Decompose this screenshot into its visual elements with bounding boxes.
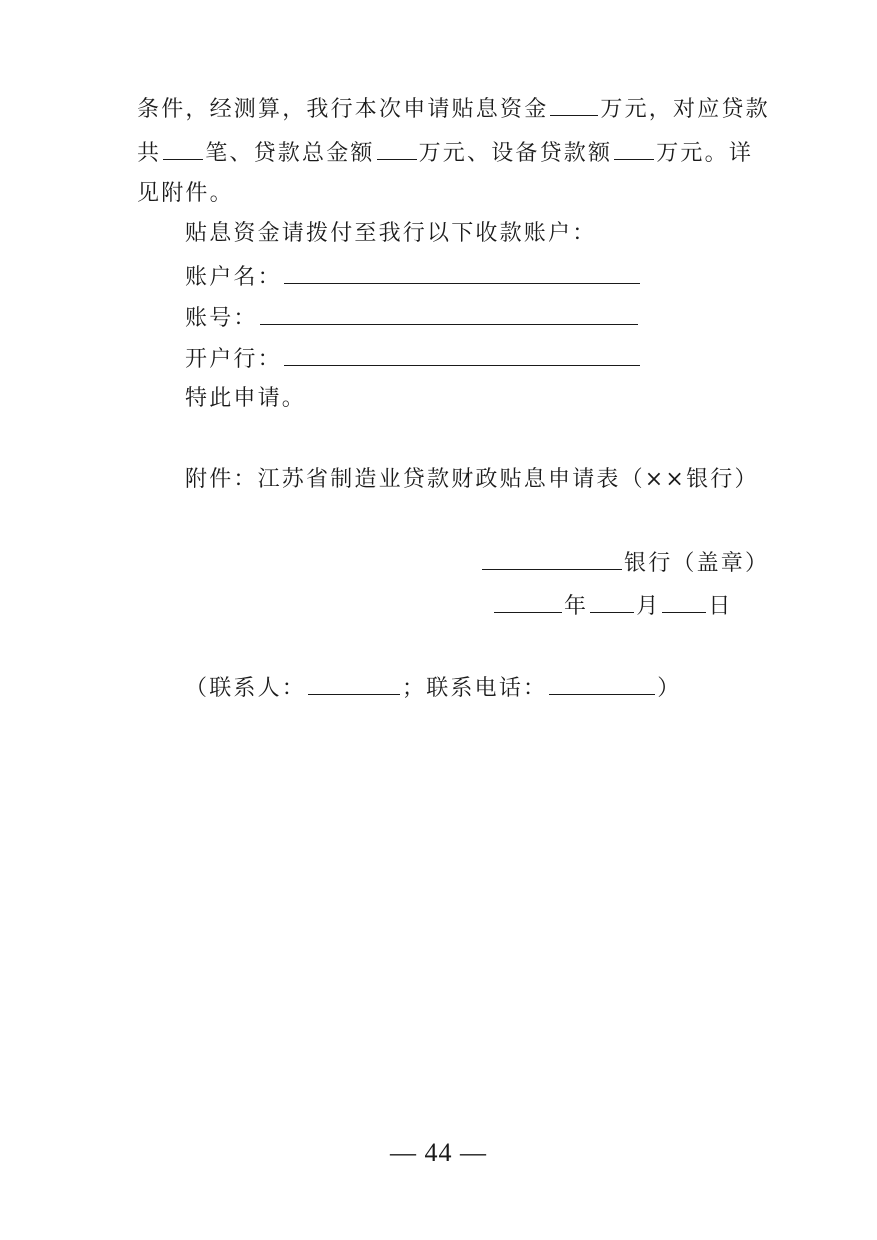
- blank-total-loan: [377, 139, 417, 160]
- day-blank: [662, 592, 706, 613]
- month-blank: [590, 592, 634, 613]
- contact-person-blank: [308, 674, 400, 695]
- text-line1-b: 万元，对应贷款: [600, 97, 770, 122]
- day-label: 日: [708, 594, 733, 619]
- bank-branch-blank: [284, 345, 640, 366]
- year-label: 年: [564, 594, 589, 619]
- account-name-row: [185, 263, 642, 289]
- account-number-label: 账号：: [185, 306, 258, 331]
- account-number-row: [185, 304, 640, 330]
- month-label: 月: [636, 594, 661, 619]
- bank-branch-row: [185, 345, 642, 371]
- bank-seal-row: [480, 549, 769, 575]
- text-line2-a: 共: [137, 141, 162, 166]
- contact-close-paren: ）: [657, 676, 682, 701]
- contact-phone-blank: [549, 674, 655, 695]
- paragraph-line-1: [137, 95, 770, 121]
- text-line2-d: 万元。详: [656, 141, 754, 166]
- contact-separator: ；: [402, 676, 427, 701]
- text-line2-c: 万元、设备贷款额: [418, 141, 613, 166]
- blank-subsidy-amount: [550, 95, 598, 116]
- account-number-blank: [260, 304, 638, 325]
- contact-open-paren: （: [185, 676, 210, 701]
- contact-person-label: 联系人：: [209, 676, 307, 701]
- blank-equipment-loan: [614, 139, 654, 160]
- bank-seal-label: 银行（盖章）: [624, 551, 770, 576]
- closing-text: 特此申请。: [185, 386, 307, 411]
- paragraph-line-2: [137, 139, 753, 165]
- account-name-blank: [284, 263, 640, 284]
- blank-loan-count: [163, 139, 203, 160]
- text-line2-b: 笔、贷款总金额: [205, 141, 375, 166]
- paragraph-line-3: 见附件。: [137, 181, 234, 206]
- bank-branch-label: 开户行：: [185, 347, 282, 372]
- contact-phone-label: 联系电话：: [426, 676, 548, 701]
- text-line1-a: 条件，经测算，我行本次申请贴息资金: [137, 97, 549, 122]
- attachment-line: 附件：江苏省制造业贷款财政贴息申请表（××银行）: [185, 467, 759, 492]
- date-row: [492, 592, 733, 618]
- bank-name-blank: [482, 549, 622, 570]
- page-number: — 44 —: [390, 1138, 487, 1167]
- year-blank: [494, 592, 562, 613]
- contact-row: [185, 674, 681, 700]
- account-name-label: 账户名：: [185, 265, 282, 290]
- account-intro: 贴息资金请拨付至我行以下收款账户：: [185, 221, 597, 246]
